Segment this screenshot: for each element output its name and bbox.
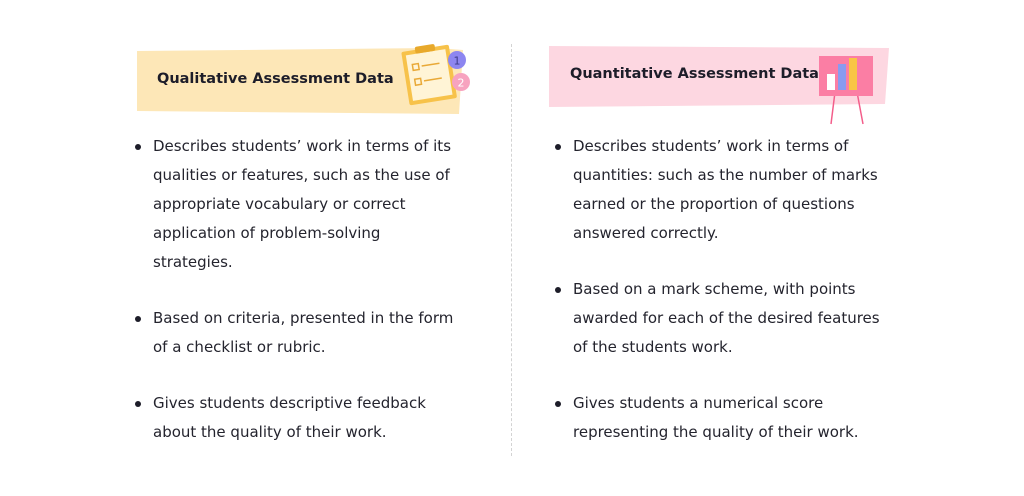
qualitative-bullet-list [131,132,461,474]
quantitative-banner [549,44,899,108]
qualitative-bullet: Describes students’ work in terms of its qualities or features, such as the use of appropriate vocabulary or correct application of problem-solving strategies. [131,132,461,277]
qualitative-banner [137,48,463,114]
qualitative-bullet: Gives students descriptive feedback about the quality of their work. [131,389,461,447]
qualitative-bullet: Based on criteria, presented in the form of a checklist or rubric. [131,304,461,362]
svg-text:1: 1 [453,54,461,68]
quantitative-bullet-list [551,132,891,474]
qualitative-title: Qualitative Assessment Data [157,71,394,87]
svg-text:2: 2 [457,76,465,90]
bar-chart-easel-icon [813,52,893,132]
quantitative-bullet: Gives students a numerical score representing the quality of their work. [551,389,891,447]
quantitative-bullet: Based on a mark scheme, with points awarded for each of the desired features of the students work. [551,275,891,362]
checklist-icon [399,40,479,110]
quantitative-title: Quantitative Assessment Data [570,66,819,82]
column-divider [511,44,512,456]
quantitative-bullet: Describes students’ work in terms of quantities: such as the number of marks earned or the proportion of questions answered correctly. [551,132,891,248]
